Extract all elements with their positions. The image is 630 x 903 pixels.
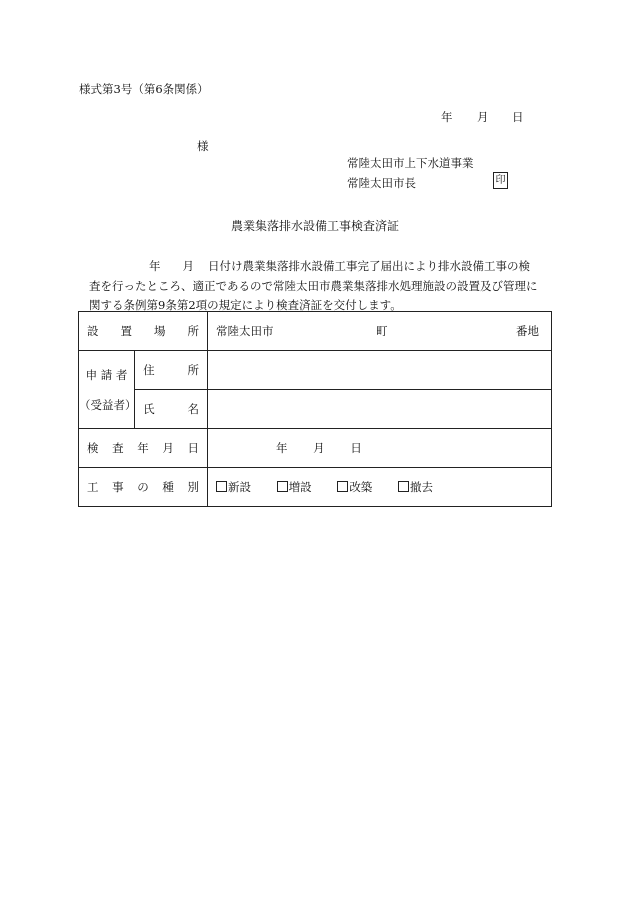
label-char: 種 <box>162 480 174 494</box>
label-char: 月 <box>162 441 174 455</box>
issuer-organization: 常陸太田市上下水道事業 <box>347 156 474 170</box>
body-month: 月 <box>182 259 194 273</box>
name-label <box>135 390 208 429</box>
label-char: 所 <box>187 324 199 338</box>
table-row <box>79 312 552 351</box>
table-row <box>79 429 552 468</box>
table-row <box>79 468 552 507</box>
seal-stamp: 印 <box>493 172 508 189</box>
label-char: 場 <box>154 324 166 338</box>
document-title: 農業集落排水設備工事検査済証 <box>230 219 399 233</box>
body-line-1-text: 日付け農業集落排水設備工事完了届出により排水設備工事の検 <box>208 259 530 273</box>
applicant-label <box>79 351 135 429</box>
label-char: 日 <box>187 441 199 455</box>
label-char: 住 <box>143 363 155 377</box>
issue-month-label: 月 <box>477 110 489 124</box>
label-char: 工 <box>87 480 99 494</box>
location-town: 町 <box>376 324 388 338</box>
inspection-date-value <box>208 429 552 468</box>
applicant-label-line2: （受益者） <box>79 397 137 412</box>
location-number: 番地 <box>516 324 539 338</box>
work-type-options <box>208 468 552 507</box>
checkbox-icon[interactable] <box>398 481 409 492</box>
label-char: 年 <box>137 441 149 455</box>
address-value <box>208 351 552 390</box>
label-char: 名 <box>187 402 199 416</box>
form-number: 様式第3号（第6条関係） <box>79 82 209 96</box>
applicant-label-line1: 申 請 者 <box>85 367 128 382</box>
work-type-label <box>79 468 208 507</box>
body-line-1 <box>89 257 551 277</box>
table-row <box>79 390 552 429</box>
label-char: 設 <box>87 324 99 338</box>
checkbox-icon[interactable] <box>216 481 227 492</box>
label-char: の <box>137 480 149 494</box>
work-type-option-removal[interactable]: 撤去 <box>398 480 433 494</box>
body-line-3: 関する条例第9条第2項の規定により検査済証を交付します。 <box>89 298 402 312</box>
inspection-month: 月 <box>313 441 325 455</box>
work-type-option-renovation[interactable]: 改築 <box>337 480 372 494</box>
label-char: 検 <box>87 441 99 455</box>
label-char: 別 <box>187 480 199 494</box>
checkbox-icon[interactable] <box>277 481 288 492</box>
label-char: 事 <box>112 480 124 494</box>
inspection-date-label <box>79 429 208 468</box>
location-value <box>208 312 552 351</box>
label-char: 査 <box>112 441 124 455</box>
body-year: 年 <box>149 259 161 273</box>
body-paragraph <box>89 257 551 316</box>
address-label <box>135 351 208 390</box>
inspection-day: 日 <box>350 441 362 455</box>
work-type-option-expansion[interactable]: 増設 <box>277 480 312 494</box>
body-line-2: 査を行ったところ、適正であるので常陸太田市農業集落排水処理施設の設置及び管理に <box>89 278 538 293</box>
label-char: 置 <box>120 324 132 338</box>
location-label <box>79 312 208 351</box>
inspection-year: 年 <box>276 441 288 455</box>
issuer-name: 常陸太田市長 <box>347 176 416 190</box>
label-char: 所 <box>187 363 199 377</box>
work-type-option-new[interactable]: 新設 <box>216 480 251 494</box>
certificate-table <box>78 311 552 507</box>
location-city: 常陸太田市 <box>216 324 274 338</box>
name-value <box>208 390 552 429</box>
checkbox-icon[interactable] <box>337 481 348 492</box>
issue-day-label: 日 <box>512 110 524 124</box>
label-char: 氏 <box>143 402 155 416</box>
issue-year-label: 年 <box>441 110 453 124</box>
table-row <box>79 351 552 390</box>
addressee-suffix: 様 <box>197 139 209 153</box>
